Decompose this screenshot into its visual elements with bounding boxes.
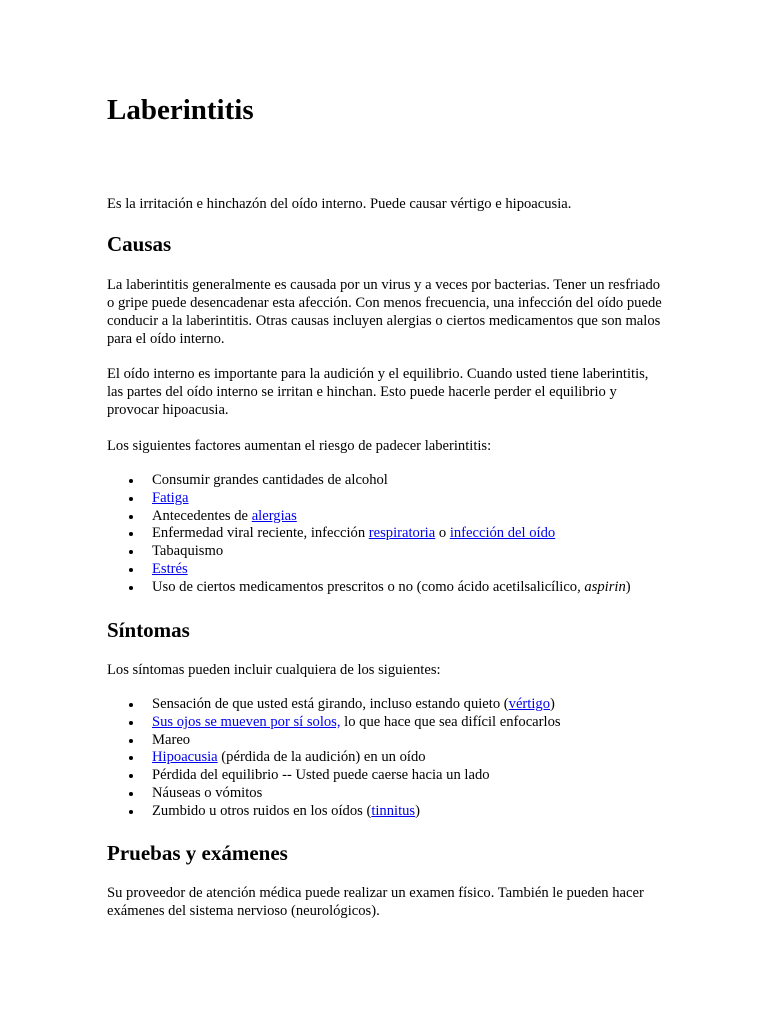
ojos-link[interactable]: Sus ojos se mueven por sí solos, (152, 713, 341, 730)
respiratoria-link[interactable]: respiratoria (368, 525, 436, 542)
list-item: Consumir grandes cantidades de alcohol (107, 472, 667, 490)
list-item (107, 490, 667, 508)
list-item: Mareo (107, 732, 667, 750)
list-item: Pérdida del equilibrio -- Usted puede caerse hacia un lado (107, 767, 667, 785)
tinnitus-link[interactable]: tinnitus (371, 802, 416, 819)
hipoacusia-link[interactable]: Hipoacusia (152, 749, 218, 766)
alergias-link[interactable]: alergias (251, 507, 297, 524)
causas-paragraph-1: La laberintitis generalmente es causada por un virus y a veces por bacterias. Tener un resfriado o gripe puede desencadenar esta afección. Con menos frecuencia, una infección del oído puede conducir a la laberintitis. Otras causas incluyen alergias o ciertos medicamentos que son malos para el oído interno. (107, 277, 662, 347)
risk-factors-list (107, 472, 667, 597)
sintomas-heading: Síntomas (107, 618, 190, 642)
list-item: Hipoacusia (pérdida de la audición) en un oído (107, 749, 667, 767)
symptoms-list (107, 696, 667, 821)
pruebas-paragraph: Su proveedor de atención médica puede realizar un examen físico. También le pueden hacer exámenes del sistema nervioso (neurológicos). (107, 885, 644, 919)
causas-heading: Causas (107, 232, 172, 256)
causas-paragraph-3: Los siguientes factores aumentan el riesgo de padecer laberintitis: (107, 438, 492, 454)
intro-paragraph: Es la irritación e hinchazón del oído interno. Puede causar vértigo e hipoacusia. (107, 196, 572, 212)
causas-paragraph-2: El oído interno es importante para la audición y el equilibrio. Cuando usted tiene laberintitis, las partes del oído interno se irritan e hinchan. Esto puede hacerle perder el equilibrio y provocar hipoacusia. (107, 366, 649, 418)
list-item: Tabaquismo (107, 543, 667, 561)
estres-link[interactable]: Estrés (152, 560, 188, 577)
list-item: Náuseas o vómitos (107, 785, 667, 803)
list-item (107, 561, 667, 579)
sintomas-paragraph: Los síntomas pueden incluir cualquiera de los siguientes: (107, 662, 441, 678)
page-title: Laberintitis (107, 94, 254, 126)
list-item: Enfermedad viral reciente, infección respiratoria o infección del oído (107, 525, 667, 543)
list-item: Sus ojos se mueven por sí solos, lo que hace que sea difícil enfocarlos (107, 714, 667, 732)
list-item: Uso de ciertos medicamentos prescritos o no (como ácido acetilsalicílico, aspirin) (107, 579, 667, 597)
list-item: Antecedentes de alergias (107, 508, 667, 526)
list-item: Zumbido u otros ruidos en los oídos (tinnitus) (107, 803, 667, 821)
infeccion-oido-link[interactable]: infección del oído (449, 525, 556, 542)
vertigo-link[interactable]: vértigo (508, 696, 550, 712)
pruebas-heading: Pruebas y exámenes (107, 841, 288, 865)
list-item: Sensación de que usted está girando, incluso estando quieto (vértigo) (107, 696, 667, 714)
fatiga-link[interactable]: Fatiga (152, 489, 189, 506)
